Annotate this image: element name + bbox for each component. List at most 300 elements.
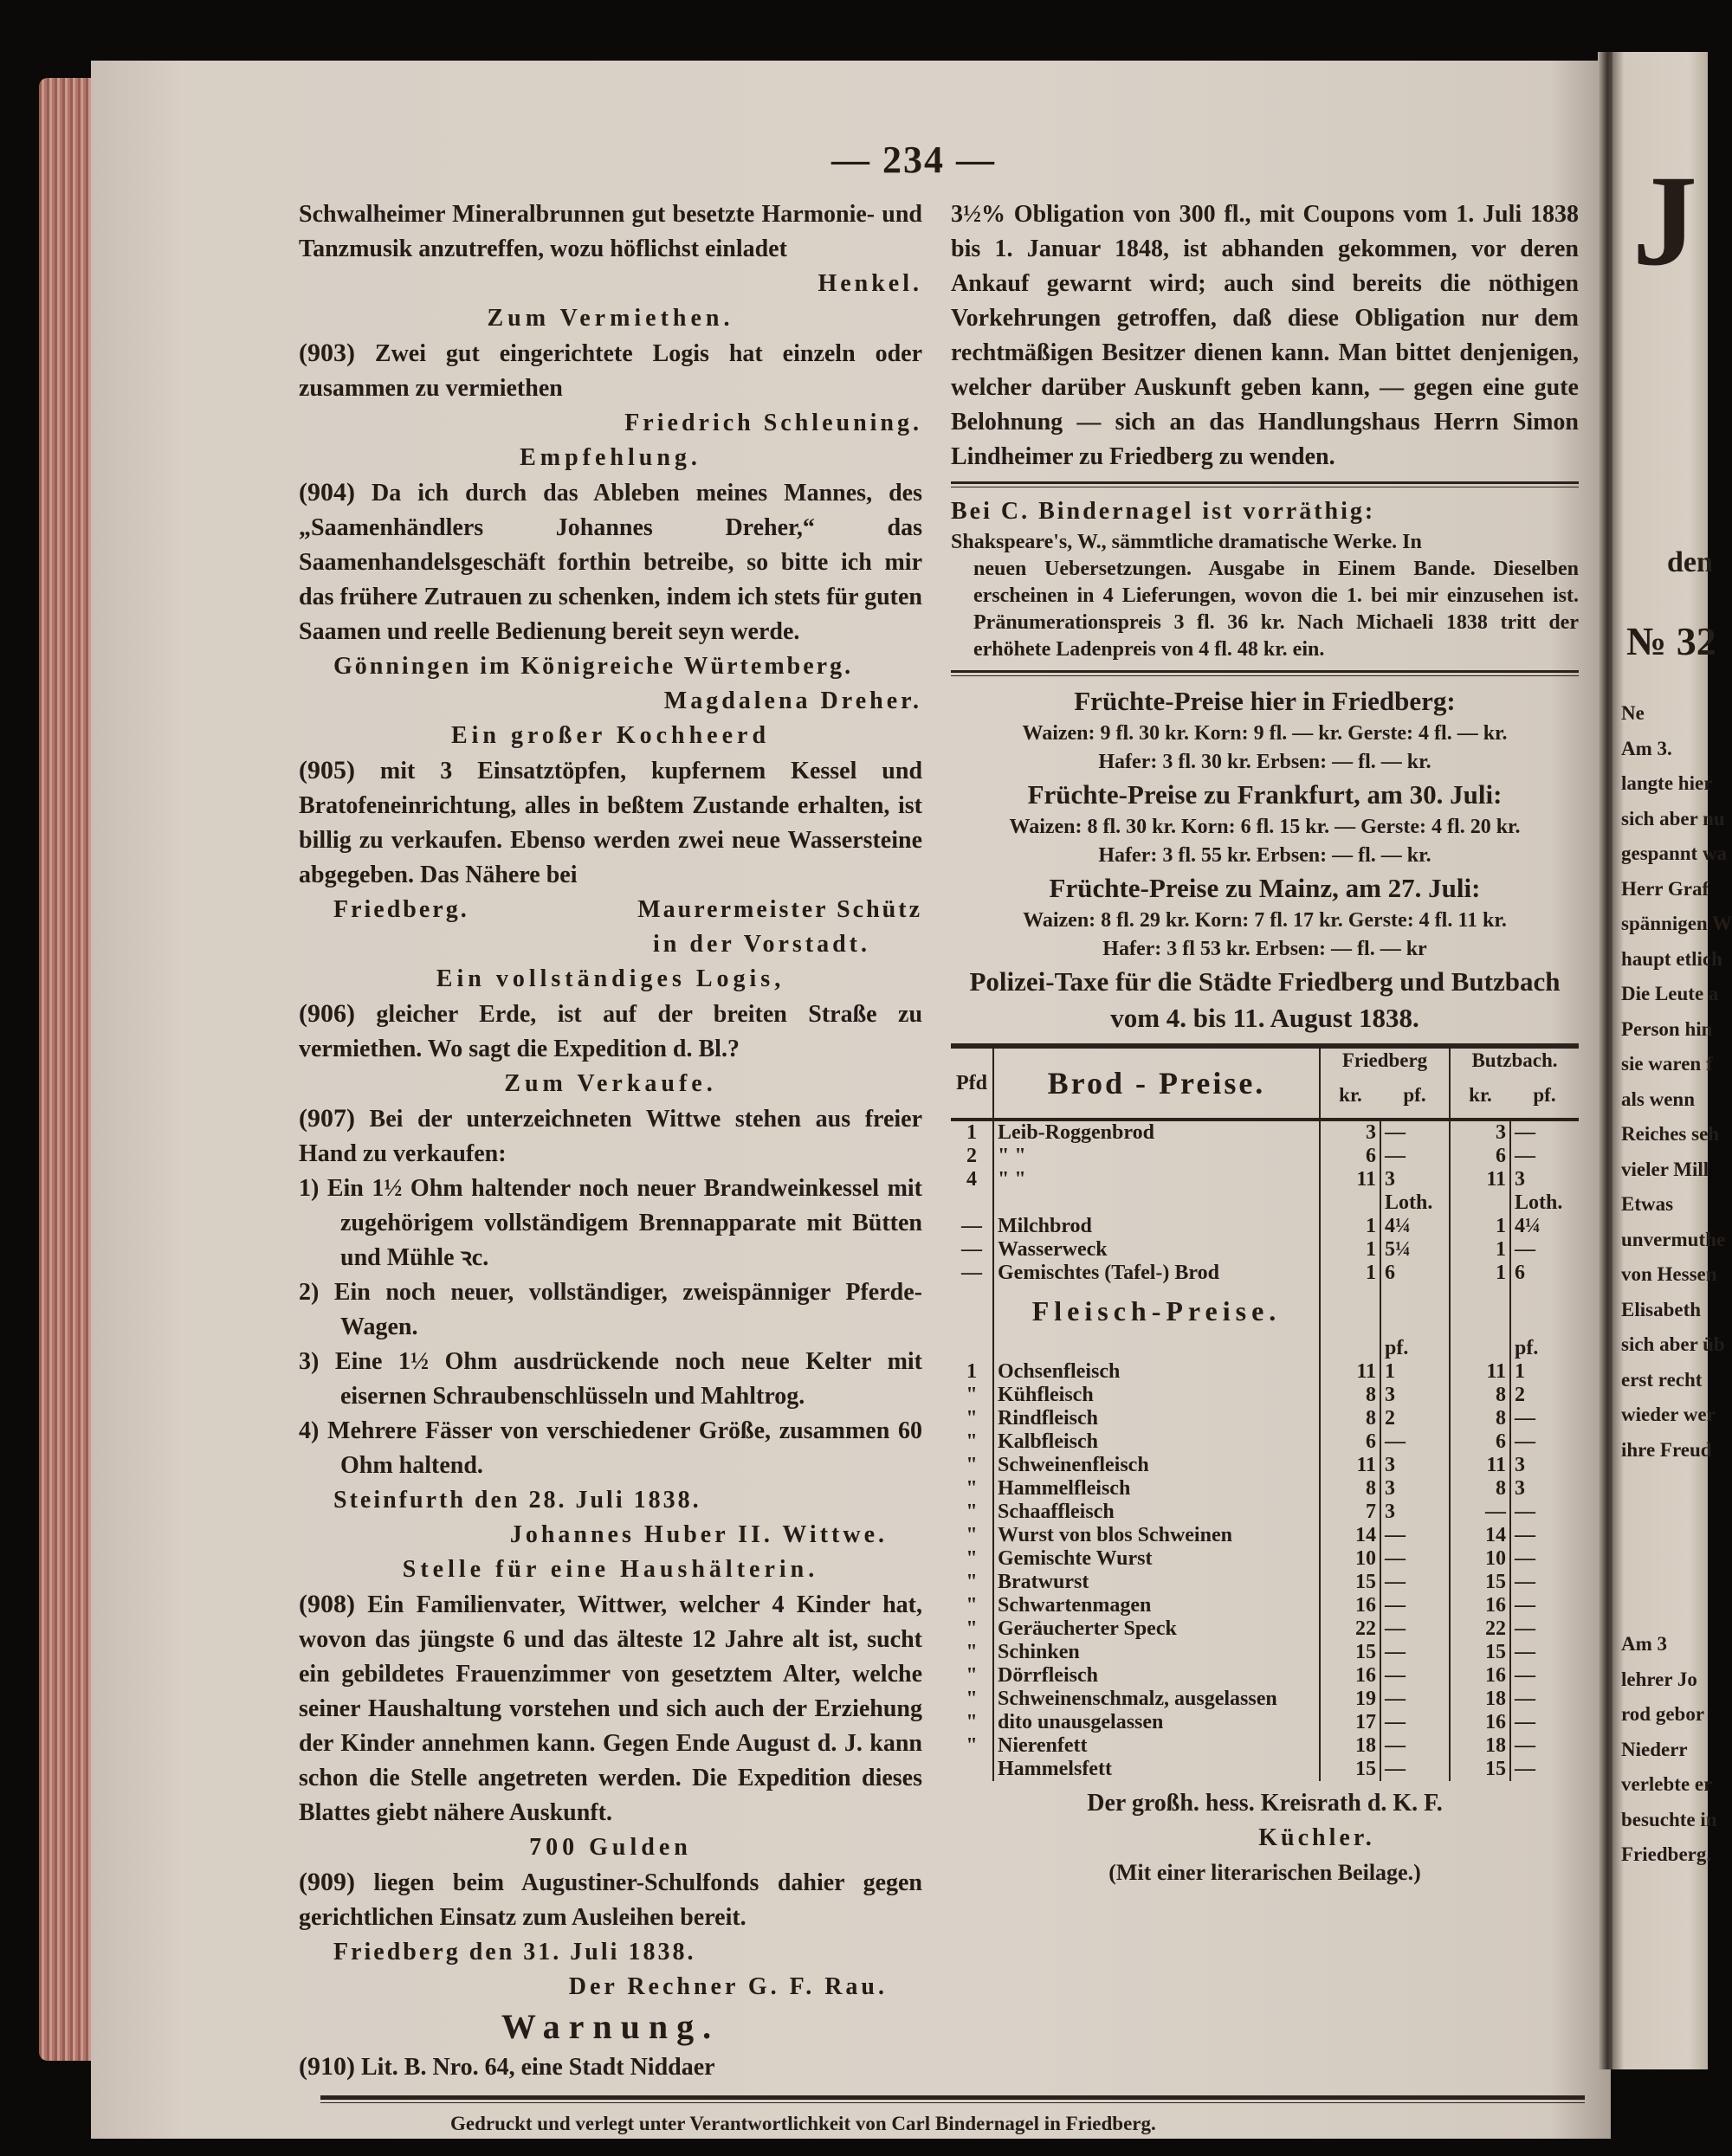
next-page-line: Friedberg. xyxy=(1621,1843,1712,1865)
grain-price-line: Hafer: 3 fl 53 kr. Erbsen: — fl. — kr xyxy=(1102,938,1427,960)
ad-910-heading: Warnung. xyxy=(501,2007,721,2046)
table-cell: — xyxy=(1515,1711,1535,1733)
table-cell: 16 xyxy=(1450,1594,1510,1617)
ad-905-heading: Ein großer Kochheerd xyxy=(450,722,771,749)
sale-item: 3) Eine 1½ Ohm ausdrückende noch neue Kelter mit eisernen Schraubenschlüsseln und Mahltrog. xyxy=(299,1348,922,1410)
table-cell: — xyxy=(1450,1501,1510,1524)
ad-904-place: Gönningen im Königreiche Würtemberg. xyxy=(333,653,854,680)
table-cell: Gemischtes (Tafel-) Brod xyxy=(993,1262,1320,1285)
table-cell xyxy=(951,1191,993,1215)
table-cell: 8 xyxy=(1450,1477,1510,1501)
table-row xyxy=(951,1524,1579,1547)
ad-henkel-signature: Henkel. xyxy=(818,270,922,297)
table-cell: 3 xyxy=(1380,1477,1450,1501)
table-cell: Gemischte Wurst xyxy=(993,1547,1320,1571)
table-cell: 2 xyxy=(1380,1407,1450,1430)
table-cell: 1 xyxy=(1450,1238,1510,1262)
table-cell: 11 xyxy=(1450,1454,1510,1477)
next-page-line: von Hessen xyxy=(1621,1263,1717,1285)
table-cell: 14 xyxy=(1450,1524,1510,1547)
table-cell: Kühfleisch xyxy=(993,1384,1320,1407)
table-cell: 3 xyxy=(1320,1120,1380,1145)
table-cell: Loth. xyxy=(1380,1191,1450,1215)
table-cell: 11 xyxy=(1320,1454,1380,1477)
table-cell: 1 xyxy=(1320,1238,1380,1262)
table-cell: — xyxy=(1380,1617,1450,1641)
sale-item: 2) Ein noch neuer, vollständiger, zweispänniger Pferde-Wagen. xyxy=(299,1279,922,1340)
table-cell: — xyxy=(951,1238,993,1262)
ad-number: (903) xyxy=(299,339,355,367)
ad-906 xyxy=(299,997,922,1067)
table-cell: " xyxy=(951,1594,993,1617)
table-cell: — xyxy=(1380,1571,1450,1594)
book-notice xyxy=(951,529,1579,663)
sale-item: 1) Ein 1½ Ohm haltender noch neuer Brandweinkessel mit zugehörigem vollständigem Brennapparate mit Bütten und Mühle ꝛc. xyxy=(299,1175,922,1271)
next-page-line: ihre Freud xyxy=(1621,1438,1712,1461)
price-table-body xyxy=(951,1120,1579,1781)
table-cell: 1 xyxy=(1515,1360,1525,1383)
table-cell: Hammelfleisch xyxy=(993,1477,1320,1501)
next-page-line: gespannt wa xyxy=(1621,842,1728,864)
table-row xyxy=(951,1711,1579,1734)
table-cell: — xyxy=(1380,1641,1450,1664)
table-cell: — xyxy=(1515,1501,1535,1523)
meat-prices-heading: Fleisch-Preise. xyxy=(993,1285,1320,1337)
table-cell: 8 xyxy=(1320,1477,1380,1501)
table-cell: 10 xyxy=(1450,1547,1510,1571)
ad-908-heading: Stelle für eine Haushälterin. xyxy=(402,1556,819,1583)
table-cell: — xyxy=(1380,1594,1450,1617)
table-cell: Schweinenschmalz, ausgelassen xyxy=(993,1688,1320,1711)
table-cell: 11 xyxy=(1450,1168,1510,1191)
grain-price-line: Waizen: 8 fl. 29 kr. Korn: 7 fl. 17 kr. Gerste: 4 fl. 11 kr. xyxy=(1023,909,1507,932)
table-cell: 3 xyxy=(1515,1454,1525,1476)
sale-item: 4) Mehrere Fässer von verschiedener Größe, zusammen 60 Ohm haltend. xyxy=(299,1417,922,1479)
table-cell: " xyxy=(951,1407,993,1430)
table-cell: — xyxy=(951,1262,993,1285)
table-cell xyxy=(1450,1191,1510,1215)
table-cell: 8 xyxy=(1450,1384,1510,1407)
table-row xyxy=(951,1145,1579,1168)
table-cell: — xyxy=(1515,1524,1535,1546)
table-cell: — xyxy=(1515,1688,1535,1710)
ad-907 xyxy=(299,1101,922,1172)
table-cell: — xyxy=(1380,1758,1450,1781)
table-cell: " " xyxy=(993,1168,1320,1191)
ad-907-place: Steinfurth den 28. Juli 1838. xyxy=(333,1487,701,1514)
next-page-line: Herr Graf xyxy=(1621,877,1709,900)
ad-905-footer xyxy=(299,893,922,927)
table-cell xyxy=(1510,1285,1579,1337)
next-page-line: Reiches seh xyxy=(1621,1123,1720,1145)
next-page-line: erst recht xyxy=(1621,1368,1703,1391)
table-cell: — xyxy=(1380,1120,1450,1145)
table-cell: 8 xyxy=(1320,1407,1380,1430)
table-cell xyxy=(1450,1337,1510,1360)
table-cell: Wurst von blos Schweinen xyxy=(993,1524,1320,1547)
table-cell: 1 xyxy=(1320,1262,1380,1285)
grain-price-title: Früchte-Preise zu Frankfurt, am 30. Juli: xyxy=(1027,779,1503,810)
table-row xyxy=(951,1215,1579,1238)
grain-price-title: Früchte-Preise zu Mainz, am 27. Juli: xyxy=(1049,873,1481,903)
table-cell: Leib-Roggenbrod xyxy=(993,1120,1320,1145)
page-number: — 234 — xyxy=(831,139,996,181)
book-notice-heading: Bei C. Bindernagel ist vorräthig: xyxy=(951,498,1376,525)
next-page-line: sie waren f xyxy=(1621,1053,1713,1075)
table-cell: 3 xyxy=(1515,1168,1525,1191)
right-column xyxy=(951,197,1579,1890)
table-cell: — xyxy=(1380,1524,1450,1547)
table-row xyxy=(951,1641,1579,1664)
table-cell: — xyxy=(1380,1547,1450,1571)
table-cell: " xyxy=(951,1430,993,1454)
ad-905-text: mit 3 Einsatztöpfen, kupfernem Kessel und Bratofeneinrichtung, alles in beßtem Zustande erhalten, ist billig zu verkaufen. Ebenso werden zwei neue Wassersteine abgegeben. Das Nähere bei xyxy=(299,758,923,888)
next-page-line: sich aber nu xyxy=(1621,807,1725,829)
ad-903-signature: Friedrich Schleuning. xyxy=(624,410,922,436)
table-row xyxy=(951,1734,1579,1758)
table-cell: — xyxy=(1515,1407,1535,1430)
col-header-pf: pf. xyxy=(1533,1084,1556,1107)
table-cell: 1 xyxy=(1450,1262,1510,1285)
ad-904-signature: Magdalena Dreher. xyxy=(663,687,922,714)
table-cell xyxy=(993,1191,1320,1215)
table-cell: 6 xyxy=(1320,1145,1380,1168)
table-row xyxy=(951,1758,1579,1781)
ad-number: (909) xyxy=(299,1868,355,1896)
ad-907-text: Bei der unterzeichneten Wittwe stehen aus freier Hand zu verkaufen: xyxy=(299,1106,923,1167)
table-cell: — xyxy=(1515,1571,1535,1593)
table-cell: 16 xyxy=(1320,1594,1380,1617)
footer-rule xyxy=(320,2095,1585,2103)
table-cell: " " xyxy=(993,1145,1320,1168)
ad-910-text: Lit. B. Nro. 64, eine Stadt Niddaer xyxy=(360,2054,715,2081)
table-cell: — xyxy=(1515,1430,1535,1453)
table-cell: 22 xyxy=(1320,1617,1380,1641)
table-cell xyxy=(951,1337,993,1360)
next-page-line: unvermuthe xyxy=(1621,1228,1726,1250)
table-cell: 3 xyxy=(1380,1384,1450,1407)
next-page-line: langte hier xyxy=(1621,772,1713,794)
table-row xyxy=(951,1168,1579,1191)
table-cell: 17 xyxy=(1320,1711,1380,1734)
next-page-line: Niederr xyxy=(1621,1738,1688,1760)
table-cell: — xyxy=(1515,1145,1535,1167)
table-cell: " xyxy=(951,1454,993,1477)
col-header-pfd: Pfd xyxy=(951,1046,993,1120)
table-cell: 6 xyxy=(1320,1430,1380,1454)
table-row xyxy=(951,1407,1579,1430)
table-cell: 8 xyxy=(1320,1384,1380,1407)
table-cell: — xyxy=(1515,1664,1535,1687)
table-cell: 6 xyxy=(1380,1262,1450,1285)
col-header-friedberg: Friedberg xyxy=(1320,1046,1450,1083)
table-cell: " xyxy=(951,1501,993,1524)
ad-number: (904) xyxy=(299,478,355,507)
table-cell: " xyxy=(951,1547,993,1571)
table-cell: 11 xyxy=(1320,1360,1380,1384)
table-cell: 15 xyxy=(1320,1641,1380,1664)
table-cell: — xyxy=(1380,1688,1450,1711)
table-cell: 15 xyxy=(1320,1571,1380,1594)
ad-909-place: Friedberg den 31. Juli 1838. xyxy=(333,1939,696,1966)
table-cell: 16 xyxy=(1320,1664,1380,1688)
table-cell: 6 xyxy=(1450,1145,1510,1168)
table-cell: 3 xyxy=(1380,1168,1450,1191)
table-cell: Kalbfleisch xyxy=(993,1430,1320,1454)
table-cell: 16 xyxy=(1450,1711,1510,1734)
table-cell: 5¼ xyxy=(1380,1238,1450,1262)
table-cell: 19 xyxy=(1320,1688,1380,1711)
table-row xyxy=(951,1430,1579,1454)
next-page-line: haupt etlich xyxy=(1621,947,1722,970)
table-cell: — xyxy=(1515,1641,1535,1663)
table-cell: 2 xyxy=(1515,1384,1525,1406)
grain-price-line: Hafer: 3 fl. 55 kr. Erbsen: — fl. — kr. xyxy=(1098,844,1431,867)
ad-903-text: Zwei gut eingerichtete Logis hat einzeln oder zusammen zu vermiethen xyxy=(299,340,922,402)
table-cell xyxy=(1320,1191,1380,1215)
next-page-den: den xyxy=(1667,546,1713,578)
next-page-line: spännigen W xyxy=(1621,913,1732,934)
ad-907-items xyxy=(299,1172,922,1483)
ad-number: (910) xyxy=(299,2052,355,2081)
table-cell: " xyxy=(951,1664,993,1688)
col-header-pf: pf. xyxy=(1515,1337,1539,1359)
table-row xyxy=(951,1571,1579,1594)
table-cell: 3 xyxy=(1380,1454,1450,1477)
next-page-line: lehrer Jo xyxy=(1621,1668,1697,1690)
table-cell: 15 xyxy=(1320,1758,1380,1781)
table-cell xyxy=(951,1758,993,1781)
ad-904-text: Da ich durch das Ableben meines Mannes, des „Saamenhändlers Johannes Dreher,“ das Saamenhandelsgeschäft forthin betreibe, so bitte ich mir das frühere Zutrauen zu schenken, indem ich stets für guten Saamen und reelle Bedienung bereit seyn werde. xyxy=(299,480,922,645)
book-notice-first-line: Shakspeare's, W., sämmtliche dramatische Werke. In xyxy=(951,531,1422,553)
table-cell: 6 xyxy=(1450,1430,1510,1454)
table-cell: 1 xyxy=(1320,1215,1380,1238)
table-cell: " xyxy=(951,1711,993,1734)
table-row xyxy=(951,1191,1579,1215)
col-header-kr: kr. xyxy=(1469,1084,1492,1107)
next-page-initial: J xyxy=(1632,149,1697,293)
table-cell: 11 xyxy=(1320,1168,1380,1191)
next-page-line: Etwas xyxy=(1621,1193,1674,1215)
ad-904-heading: Empfehlung. xyxy=(520,444,701,471)
table-cell: — xyxy=(951,1215,993,1238)
ad-908 xyxy=(299,1587,922,1830)
table-cell: Wasserweck xyxy=(993,1238,1320,1262)
table-cell: — xyxy=(1380,1734,1450,1758)
table-cell: " xyxy=(951,1477,993,1501)
table-cell: 22 xyxy=(1450,1617,1510,1641)
table-cell: 16 xyxy=(1450,1664,1510,1688)
table-cell: Milchbrod xyxy=(993,1215,1320,1238)
table-cell: — xyxy=(1515,1121,1535,1144)
police-tax-title: Polizei-Taxe für die Städte Friedberg und Butzbach vom 4. bis 11. August 1838. xyxy=(969,966,1561,1033)
table-cell: — xyxy=(1515,1238,1535,1261)
table-cell: " xyxy=(951,1688,993,1711)
table-row xyxy=(951,1617,1579,1641)
table-cell: 6 xyxy=(1515,1262,1525,1284)
left-column xyxy=(299,197,922,2085)
next-page-line: rod gebor xyxy=(1621,1703,1705,1725)
table-cell: 18 xyxy=(1320,1734,1380,1758)
ad-908-text: Ein Familienvater, Wittwer, welcher 4 Kinder hat, wovon das jüngste 6 und das älteste 12 Jahre alt ist, sucht ein gebildetes Frauenzimmer von gesetztem Alter, welche seiner Haushaltung vorstehen und sich auch der Erziehung der Kinder annehmen kann. Gegen Ende August d. J. kann schon die Stelle angetreten werden. Die Expedition dieses Blattes giebt nähere Auskunft. xyxy=(299,1591,922,1826)
table-cell: Rindfleisch xyxy=(993,1407,1320,1430)
ad-905-signature-2: in der Vorstadt. xyxy=(653,931,870,958)
ad-909 xyxy=(299,1865,922,1935)
table-row xyxy=(951,1477,1579,1501)
table-cell xyxy=(1450,1285,1510,1337)
table-row xyxy=(951,1285,1579,1337)
table-cell: — xyxy=(1380,1664,1450,1688)
next-page-line: sich aber üb xyxy=(1621,1333,1725,1355)
table-row xyxy=(951,1688,1579,1711)
table-cell: 14 xyxy=(1320,1524,1380,1547)
table-cell: Schaaffleisch xyxy=(993,1501,1320,1524)
col-header-butzbach: Butzbach. xyxy=(1471,1049,1558,1071)
table-cell: 2 xyxy=(951,1145,993,1168)
next-page-line: verlebte er xyxy=(1621,1773,1713,1795)
table-row xyxy=(951,1384,1579,1407)
ad-number: (907) xyxy=(299,1104,355,1133)
table-cell: 7 xyxy=(1320,1501,1380,1524)
next-page-line: vieler Mill xyxy=(1621,1158,1709,1180)
table-cell: 18 xyxy=(1450,1734,1510,1758)
next-page-line: Elisabeth xyxy=(1621,1298,1702,1320)
table-cell: Schwartenmagen xyxy=(993,1594,1320,1617)
table-row xyxy=(951,1337,1579,1360)
ad-910-continuation: 3½% Obligation von 300 fl., mit Coupons vom 1. Juli 1838 bis 1. Januar 1848, ist abhanden gekommen, vor deren Ankauf gewarnt wird; auch sind bereits die nöthigen Vorkehrungen getroffen, daß diese Obligation nur dem rechtmäßigen Besitzer dienen kann. Man bittet denjenigen, welcher darüber Auskunft geben kann, — gegen eine gute Belohnung — sich an das Handlungshaus Herrn Simon Lindheimer zu Friedberg zu wenden. xyxy=(951,201,1579,470)
ad-909-heading: 700 Gulden xyxy=(529,1834,692,1861)
table-cell: 4¼ xyxy=(1380,1215,1450,1238)
table-row xyxy=(951,1501,1579,1524)
col-header-pf: pf. xyxy=(1380,1337,1450,1360)
ad-906-text: gleicher Erde, ist auf der breiten Straße zu vermiethen. Wo sagt die Expedition d. Bl.? xyxy=(299,1001,923,1062)
ad-910 xyxy=(299,2049,922,2085)
table-cell xyxy=(951,1285,993,1337)
ad-henkel-text: Schwalheimer Mineralbrunnen gut besetzte Harmonie- und Tanzmusik anzutreffen, wozu höflichst einladet xyxy=(299,201,922,262)
table-cell: — xyxy=(1380,1145,1450,1168)
table-cell: 10 xyxy=(1320,1547,1380,1571)
next-page-line: wieder wer xyxy=(1621,1404,1716,1425)
price-table xyxy=(951,1043,1579,1781)
table-cell: Geräucherter Speck xyxy=(993,1617,1320,1641)
table-cell: Schweinenfleisch xyxy=(993,1454,1320,1477)
table-cell: — xyxy=(1515,1547,1535,1570)
ad-904 xyxy=(299,475,922,649)
table-row xyxy=(951,1547,1579,1571)
table-cell: 4 xyxy=(951,1168,993,1191)
official-signature: Der großh. hess. Kreisrath d. K. F. xyxy=(1087,1790,1443,1817)
ad-905-signature: Maurermeister Schütz xyxy=(637,896,922,923)
next-page-line: Ne xyxy=(1621,702,1645,724)
col-header-kr: kr. xyxy=(1339,1084,1362,1107)
table-cell: Hammelsfett xyxy=(993,1758,1320,1781)
table-cell: 18 xyxy=(1450,1688,1510,1711)
table-cell: — xyxy=(1515,1758,1535,1780)
table-cell: " xyxy=(951,1524,993,1547)
ad-907-heading: Zum Verkaufe. xyxy=(504,1070,717,1097)
next-page-line: Am 3 xyxy=(1621,1633,1668,1655)
ad-909-text: liegen beim Augustiner-Schulfonds dahier gegen gerichtlichen Einsatz zum Ausleihen bereit. xyxy=(299,1869,922,1931)
table-cell: " xyxy=(951,1734,993,1758)
ad-905-place: Friedberg. xyxy=(333,896,469,923)
table-row xyxy=(951,1120,1579,1145)
imprint: Gedruckt und verlegt unter Verantwortlichkeit von Carl Bindernagel in Friedberg. xyxy=(450,2113,1156,2134)
table-cell: 1 xyxy=(1450,1215,1510,1238)
table-cell: dito unausgelassen xyxy=(993,1711,1320,1734)
table-cell: Bratwurst xyxy=(993,1571,1320,1594)
ad-number: (908) xyxy=(299,1590,355,1618)
table-cell: Schinken xyxy=(993,1641,1320,1664)
table-cell: 15 xyxy=(1450,1758,1510,1781)
table-cell: — xyxy=(1515,1594,1535,1617)
official-name: Küchler. xyxy=(1258,1824,1375,1851)
col-header-pf: pf. xyxy=(1380,1083,1450,1120)
grain-prices xyxy=(951,683,1579,964)
table-cell: " xyxy=(951,1641,993,1664)
table-row xyxy=(951,1262,1579,1285)
ad-909-signature: Der Rechner G. F. Rau. xyxy=(568,1973,888,2000)
table-row xyxy=(951,1664,1579,1688)
table-row xyxy=(951,1454,1579,1477)
table-row xyxy=(951,1360,1579,1384)
table-cell: Loth. xyxy=(1515,1191,1563,1214)
ad-906-heading: Ein vollständiges Logis, xyxy=(436,965,785,992)
table-cell: 15 xyxy=(1450,1641,1510,1664)
table-cell xyxy=(1380,1285,1450,1337)
ad-903 xyxy=(299,336,922,406)
table-cell: 3 xyxy=(1450,1120,1510,1145)
table-cell: 1 xyxy=(1380,1360,1450,1384)
grain-price-line: Hafer: 3 fl. 30 kr. Erbsen: — fl. — kr. xyxy=(1098,751,1431,773)
table-cell: 11 xyxy=(1450,1360,1510,1384)
next-page-issue-number: № 32 xyxy=(1626,619,1716,663)
table-cell: — xyxy=(1380,1711,1450,1734)
next-page-line: Am 3. xyxy=(1621,737,1672,759)
table-cell: 1 xyxy=(951,1360,993,1384)
divider xyxy=(951,670,1579,676)
next-page-line: Person hin xyxy=(1621,1017,1713,1040)
table-cell xyxy=(993,1337,1320,1360)
table-cell: " xyxy=(951,1384,993,1407)
table-cell: 3 xyxy=(1380,1501,1450,1524)
ad-907-signature: Johannes Huber II. Wittwe. xyxy=(509,1521,888,1548)
col-header-brod: Brod - Preise. xyxy=(993,1046,1320,1120)
next-page-line: als wenn xyxy=(1621,1088,1695,1110)
table-cell: — xyxy=(1380,1430,1450,1454)
table-cell: Ochsenfleisch xyxy=(993,1360,1320,1384)
table-cell xyxy=(1320,1337,1380,1360)
ad-number: (906) xyxy=(299,999,355,1028)
next-page-line: besuchte in xyxy=(1621,1808,1717,1830)
table-cell: Nierenfett xyxy=(993,1734,1320,1758)
grain-price-line: Waizen: 9 fl. 30 kr. Korn: 9 fl. — kr. Gerste: 4 fl. — kr. xyxy=(1022,722,1508,745)
table-cell: Dörrfleisch xyxy=(993,1664,1320,1688)
table-row xyxy=(951,1238,1579,1262)
table-cell: " xyxy=(951,1617,993,1641)
ad-number: (905) xyxy=(299,756,355,784)
table-cell: — xyxy=(1515,1734,1535,1757)
table-cell: 15 xyxy=(1450,1571,1510,1594)
grain-price-title: Früchte-Preise hier in Friedberg: xyxy=(1074,686,1456,716)
table-cell: " xyxy=(951,1571,993,1594)
divider xyxy=(951,481,1579,487)
table-cell: 4¼ xyxy=(1515,1215,1541,1237)
supplement-note: (Mit einer literarischen Beilage.) xyxy=(1108,1860,1421,1885)
ad-905 xyxy=(299,753,922,893)
ad-903-heading: Zum Vermiethen. xyxy=(487,305,734,332)
table-cell: — xyxy=(1515,1617,1535,1640)
table-cell xyxy=(1320,1285,1380,1337)
